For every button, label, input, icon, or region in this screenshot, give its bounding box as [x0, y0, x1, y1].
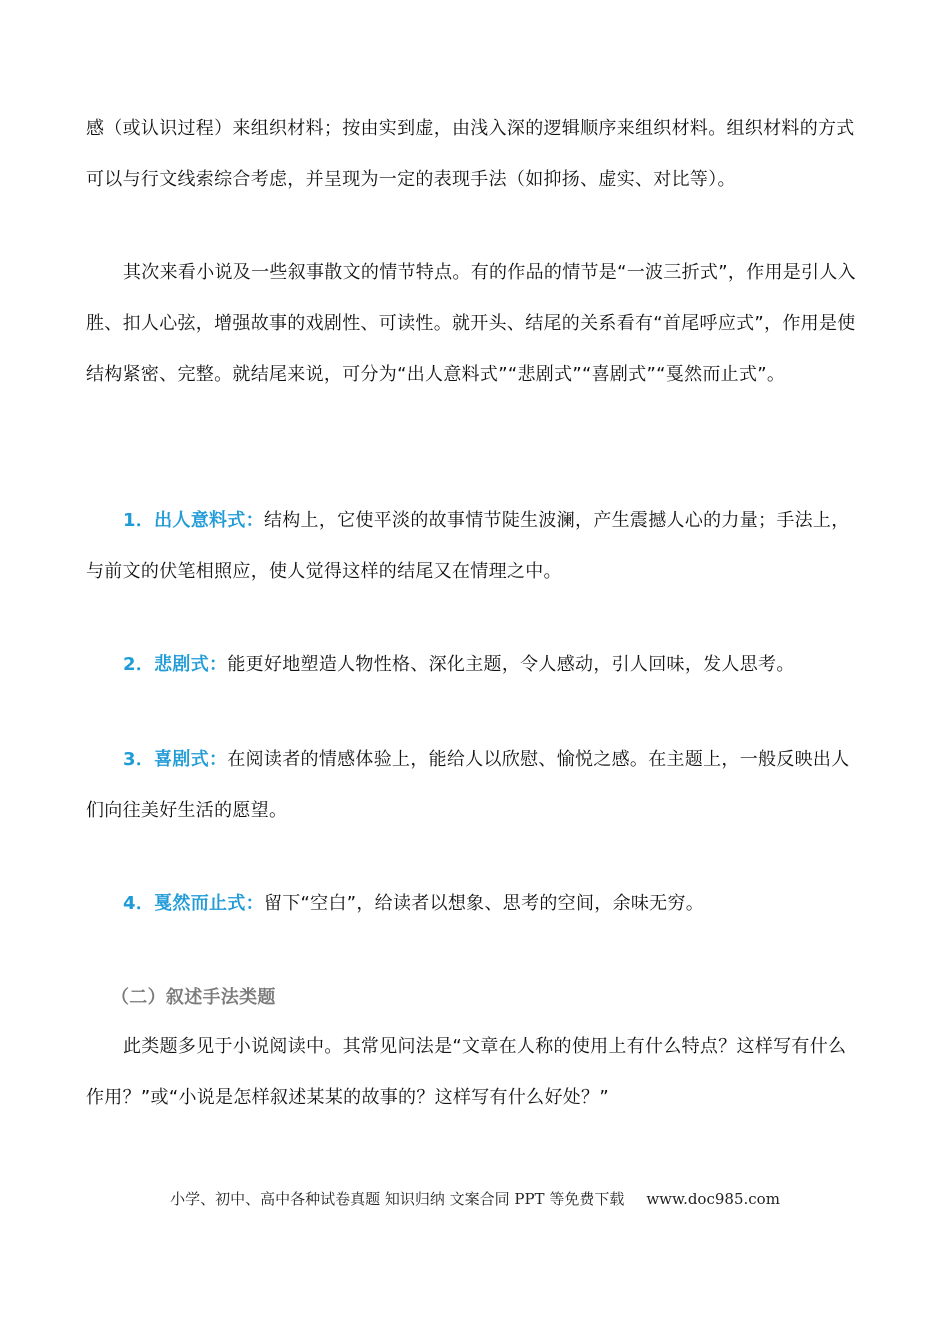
footer-text: 小学、初中、高中各种试卷真题 知识归纳 文案合同 PPT 等免费下载 — [170, 1190, 625, 1208]
item-label: 1．出人意料式： — [123, 510, 264, 531]
item-label: 4．戛然而止式： — [123, 893, 264, 914]
item-label: 3．喜剧式： — [123, 749, 228, 770]
footer-link[interactable]: www.doc985.com — [646, 1190, 780, 1208]
list-item-surprise-ending — [86, 495, 864, 597]
item-text: 结构上，它使平淡的故事情节陡生波澜，产生震撼人心的力量；手法上，与前文的伏笔相照应，使人觉得这样的结尾又在情理之中。 — [86, 510, 850, 582]
paragraph-plot-features: 其次来看小说及一些叙事散文的情节特点。有的作品的情节是“一波三折式”，作用是引人入胜、扣人心弦，增强故事的戏剧性、可读性。就开头、结尾的关系看有“首尾呼应式”，作用是使结构紧密、完整。就结尾来说，可分为“出人意料式”“悲剧式”“喜剧式”“戛然而止式”。 — [86, 262, 856, 385]
list-item-comedy — [86, 734, 864, 836]
paragraph-continuation: 感（或认识过程）来组织材料；按由实到虚，由浅入深的逻辑顺序来组织材料。组织材料的方式可以与行文线索综合考虑，并呈现为一定的表现手法（如抑扬、虚实、对比等）。 — [86, 118, 855, 190]
list-item-tragedy — [86, 639, 864, 690]
section-body: 此类题多见于小说阅读中。其常见问法是“文章在人称的使用上有什么特点？这样写有什么作用？”或“小说是怎样叙述某某的故事的？这样写有什么好处？” — [86, 1036, 847, 1108]
item-text: 能更好地塑造人物性格、深化主题，令人感动，引人回味，发人思考。 — [227, 654, 795, 675]
section-heading: （二）叙述手法类题 — [111, 987, 276, 1008]
footer — [0, 1188, 950, 1209]
item-text: 留下“空白”，给读者以想象、思考的空间，余味无穷。 — [263, 893, 705, 914]
item-text: 在阅读者的情感体验上，能给人以欣慰、愉悦之感。在主题上，一般反映出人们向往美好生活的愿望。 — [86, 749, 850, 821]
list-item-abrupt-ending — [86, 878, 864, 929]
item-label: 2．悲剧式： — [123, 654, 228, 675]
